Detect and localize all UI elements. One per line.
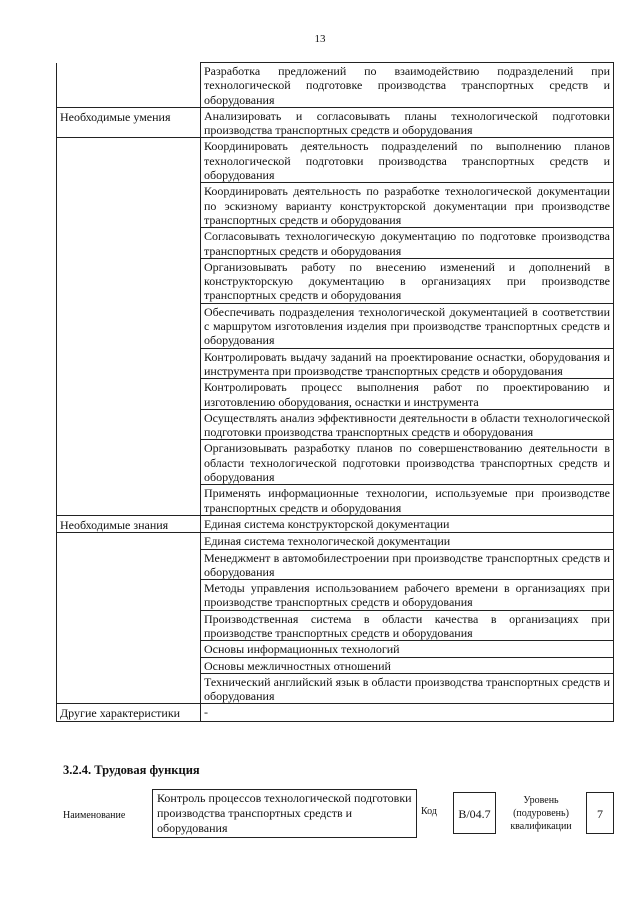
table-row xyxy=(57,228,614,259)
skill-item: Контролировать процесс выполнения работ по проектированию и изготовлению оборудования, оснастки и инструмента xyxy=(201,379,614,410)
knowledge-item: Основы межличностных отношений xyxy=(201,657,614,673)
table-row xyxy=(57,348,614,379)
requirements-table xyxy=(56,62,614,722)
other-label: Другие характеристики xyxy=(57,704,201,721)
knowledge-item: Единая система технологической документации xyxy=(201,533,614,549)
skill-item: Осуществлять анализ эффективности деятельности в области технологической подготовки производства транспортных средств и оборудования xyxy=(201,409,614,440)
table-row xyxy=(57,138,614,183)
knowledge-label: Необходимые знания xyxy=(57,515,201,532)
skills-label: Необходимые умения xyxy=(57,107,201,138)
empty-label-cell xyxy=(57,580,201,611)
skill-item: Применять информационные технологии, используемые при производстве транспортных средств и оборудования xyxy=(201,485,614,516)
continued-item: Разработка предложений по взаимодействию подразделений при технологической подготовке производства транспортных средств и оборудования xyxy=(201,63,614,108)
name-label: Наименование xyxy=(63,810,126,821)
page-number: 13 xyxy=(314,33,326,45)
knowledge-item: Производственная система в области качества в организациях при производстве транспортных средств и оборудования xyxy=(201,610,614,641)
empty-label-cell xyxy=(57,183,201,228)
skill-item: Анализировать и согласовывать планы технологической подготовки производства транспортных средств и оборудования xyxy=(201,107,614,138)
table-row xyxy=(57,549,614,580)
knowledge-item: Основы информационных технологий xyxy=(201,641,614,657)
table-row xyxy=(57,440,614,485)
table-row xyxy=(57,107,614,138)
table-row xyxy=(57,657,614,673)
table-row xyxy=(57,580,614,611)
empty-label-cell xyxy=(57,258,201,303)
name-value: Контроль процессов технологической подготовки производства транспортных средств и оборудования xyxy=(152,789,417,838)
empty-label-cell xyxy=(57,409,201,440)
empty-label-cell xyxy=(57,63,201,108)
level-value: 7 xyxy=(586,792,614,834)
empty-label-cell xyxy=(57,440,201,485)
knowledge-item: Технический английский язык в области производства транспортных средств и оборудования xyxy=(201,673,614,704)
skill-item: Контролировать выдачу заданий на проектирование оснастки, оборудования и инструмента при производстве транспортных средств и оборудования xyxy=(201,348,614,379)
knowledge-item: Единая система конструкторской документации xyxy=(201,515,614,532)
skill-item: Координировать деятельность подразделений по выполнению планов технологической подготовки производства транспортных средств и оборудования xyxy=(201,138,614,183)
table-row xyxy=(57,258,614,303)
section-title: 3.2.4. Трудовая функция xyxy=(63,763,200,777)
skill-item: Обеспечивать подразделения технологической документацией в соответствии с маршрутом изготовления изделия при производстве транспортных средств и оборудования xyxy=(201,303,614,348)
code-value: B/04.7 xyxy=(453,792,496,834)
code-label: Код xyxy=(421,806,437,817)
empty-label-cell xyxy=(57,657,201,673)
table-row xyxy=(57,485,614,516)
empty-label-cell xyxy=(57,303,201,348)
empty-label-cell xyxy=(57,610,201,641)
table-row xyxy=(57,379,614,410)
empty-label-cell xyxy=(57,485,201,516)
empty-label-cell xyxy=(57,641,201,657)
skill-item: Координировать деятельность по разработке технологической документации по эскизному варианту конструкторской документации при производстве транспортных средств и оборудования xyxy=(201,183,614,228)
table-row xyxy=(57,673,614,704)
table-row xyxy=(57,641,614,657)
table-row xyxy=(57,409,614,440)
table-row xyxy=(57,610,614,641)
other-value: - xyxy=(201,704,614,721)
table-row xyxy=(57,303,614,348)
table-row xyxy=(57,704,614,721)
empty-label-cell xyxy=(57,228,201,259)
empty-label-cell xyxy=(57,549,201,580)
empty-label-cell xyxy=(57,533,201,549)
empty-label-cell xyxy=(57,348,201,379)
table-row xyxy=(57,183,614,228)
empty-label-cell xyxy=(57,673,201,704)
empty-label-cell xyxy=(57,379,201,410)
empty-label-cell xyxy=(57,138,201,183)
skill-item: Организовывать работу по внесению изменений и дополнений в конструкторскую документацию в организациях при производстве транспортных средств и оборудования xyxy=(201,258,614,303)
skill-item: Организовывать разработку планов по совершенствованию деятельности в области технологической подготовки производства транспортных средств и оборудования xyxy=(201,440,614,485)
knowledge-item: Менеджмент в автомобилестроении при производстве транспортных средств и оборудования xyxy=(201,549,614,580)
table-row xyxy=(57,63,614,108)
knowledge-item: Методы управления использованием рабочего времени в организациях при производстве транспортных средств и оборудования xyxy=(201,580,614,611)
table-row xyxy=(57,533,614,549)
table-row xyxy=(57,515,614,532)
level-label: Уровень (подуровень) квалификации xyxy=(510,795,572,832)
skill-item: Согласовывать технологическую документацию по подготовке производства транспортных средств и оборудования xyxy=(201,228,614,259)
